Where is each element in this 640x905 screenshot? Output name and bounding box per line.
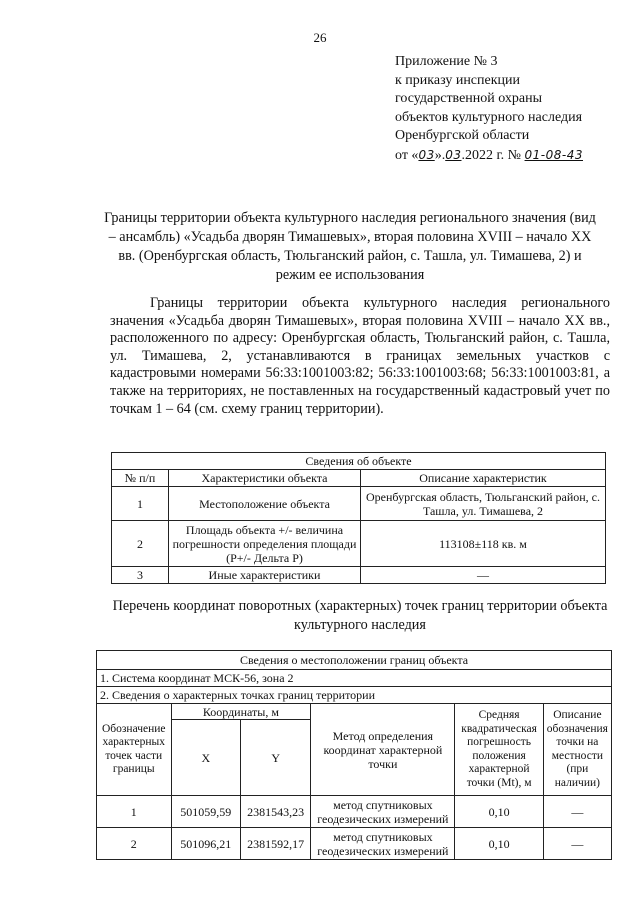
appendix-date-line [395,146,583,166]
date-year: .2022 г. № [461,147,522,163]
coord-x: 501059,59 [171,796,241,828]
coord-system-row: 1. Система координат МСК-56, зона 2 [97,670,612,687]
table-row [97,796,612,828]
date-day: 03 [418,147,435,162]
body-paragraph: Границы территории объекта культурного наследия регионального значения «Усадьба дворян Тимашевых», вторая половина XVIII – начало XX вв., расположенного по адресу: Оренбургская область, Тюльганский район, с. Ташла, ул. Тимашева, 2, устанавливаются в границах земельных участков с кадастровыми номерами 56:33:1001003:82; 56:33:1001003:68; 56:33:1001003:81, а также на территориях, не поставленных на государственный кадастровый учет по точкам 1 – 64 (см. схему границ территории). [110,295,610,417]
error-cell: 0,10 [455,796,543,828]
header-description: Описание обозначения точки на местности (при наличии) [543,704,611,796]
table-caption: Сведения о местоположении границ объекта [97,651,612,670]
method-cell: метод спутниковых геодезических измерений [311,796,455,828]
header-x: X [171,720,241,796]
appendix-line: к приказу инспекции [395,72,521,88]
column-header: № п/п [112,470,169,487]
header-coordinates: Координаты, м [171,704,311,720]
description-cell: — [543,796,611,828]
date-month: 03 [445,147,462,162]
header-y: Y [241,720,311,796]
table-row [97,828,612,860]
table-cell: 3 [112,567,169,584]
error-cell: 0,10 [455,828,543,860]
coord-y: 2381592,17 [241,828,311,860]
description-cell: — [543,828,611,860]
table-cell: 113108±118 кв. м [361,521,606,567]
date-sep: ». [434,147,446,163]
appendix-line: Приложение № 3 [395,54,498,69]
order-number: 01-08-43 [524,147,583,162]
table-cell: Оренбургская область, Тюльганский район, с. Ташла, ул. Тимашева, 2 [361,487,606,521]
table-cell: 2 [112,521,169,567]
appendix-line: Оренбургской области [395,128,530,144]
coord-x: 501096,21 [171,828,241,860]
point-number: 2 [97,828,172,860]
appendix-line: объектов культурного наследия [395,109,583,125]
table-cell: Иные характеристики [169,567,361,584]
header-error: Средняя квадратическая погрешность положения характерной точки (Mt), м [455,704,543,796]
header-method: Метод определения координат характерной точки [311,704,455,796]
method-cell: метод спутниковых геодезических измерений [311,828,455,860]
table-caption: Сведения об объекте [112,453,606,470]
table-cell: Площадь объекта +/- величина погрешности определения площади (P+/- Дельта P) [169,521,361,567]
column-header: Характеристики объекта [169,470,361,487]
point-number: 1 [97,796,172,828]
document-title: Границы территории объекта культурного наследия регионального значения (вид – ансамбль) «Усадьба дворян Тимашевых», вторая половина XVIII – начало XX вв. (Оренбургская область, Тюльганский район, с. Ташла, ул. Тимашева, 2) и режим ее использования [104,210,596,283]
date-prefix: от « [395,147,419,163]
header-point: Обозначение характерных точек части границы [97,704,172,796]
coord-y: 2381543,23 [241,796,311,828]
appendix-header [395,53,583,166]
table-cell: — [361,567,606,584]
table-cell: 1 [112,487,169,521]
table-cell: Местоположение объекта [169,487,361,521]
points-section-row: 2. Сведения о характерных точках границ территории [97,687,612,704]
page-number: 26 [313,30,327,45]
object-info-table [111,452,606,584]
appendix-line: государственной охраны [395,91,543,107]
column-header: Описание характеристик [361,470,606,487]
coordinates-table [96,650,612,860]
coordinates-list-title: Перечень координат поворотных (характерных) точек границ территории объекта культурного наследия [112,598,608,633]
